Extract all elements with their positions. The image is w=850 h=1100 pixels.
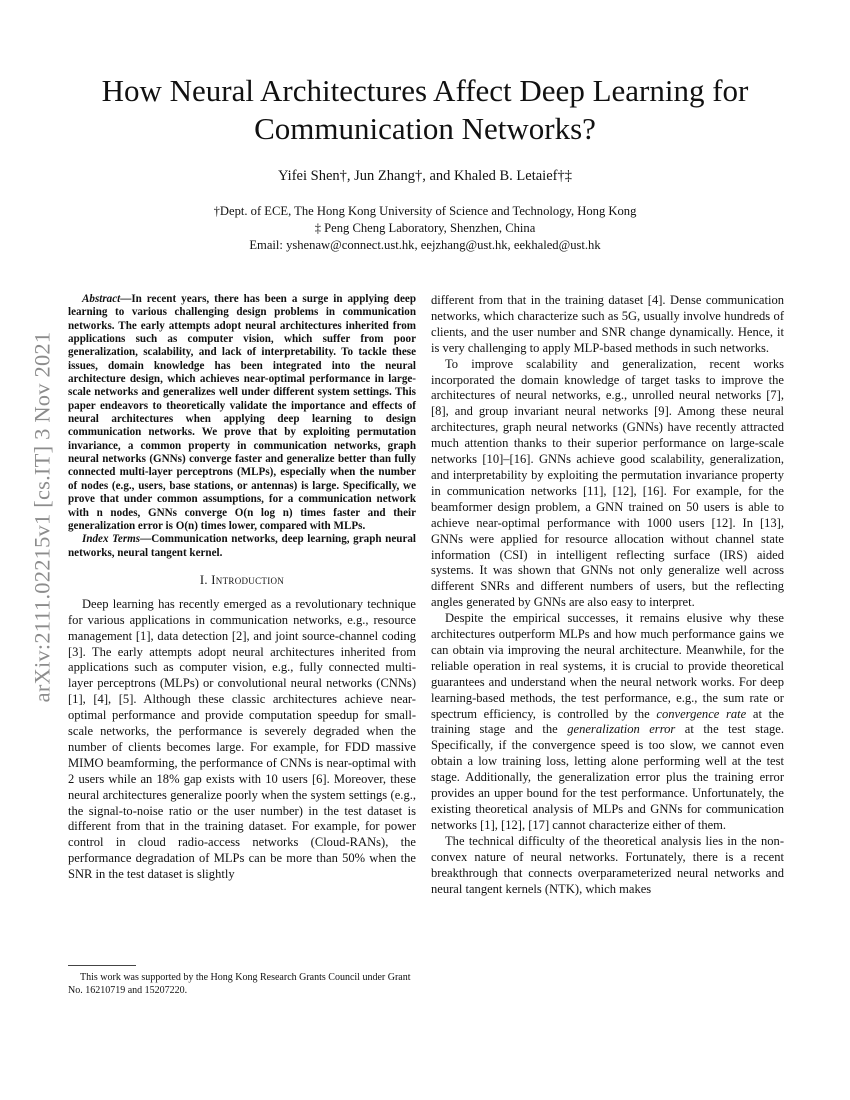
footnote-rule bbox=[68, 965, 136, 966]
term-convergence-rate: convergence rate bbox=[656, 706, 747, 721]
intro-paragraph-3 bbox=[431, 611, 784, 834]
intro-paragraph-1-continued: different from that in the training dataset [4]. Dense communication networks, which characterize such as 5G, usually involve hundreds of clients, and the user number and SNR change dynamically. Hence, it is very challenging to apply MLP-based methods in such networks. bbox=[431, 293, 784, 355]
section-heading-introduction: I. Introduction bbox=[199, 572, 285, 587]
abstract-text: —In recent years, there has been a surge in applying deep learning to various challenging design problems in communication networks. The early attempts adopt neural architectures inherited from applications such as computer vision, which suffer from poor generalization, scalability, and lack of interpretability. To tackle these issues, domain knowledge has been integrated into the neural architecture design, which achieves near-optimal performance in large-scale networks and generalizes well under different system settings. This paper endeavors to theoretically validate the importance and effects of neural architectures when applying deep learning to design communication networks. We prove that by exploiting permutation invariance, a common property in communication networks, graph neural networks (GNNs) converge faster and generalize better than fully connected multi-layer perceptrons (MLPs), especially when the number of nodes (e.g., users, base stations, or antennas) is large. Specifically, we prove that under common assumptions, for a communication network with n nodes, GNNs converge O(n log n) times faster and their generalization error is O(n) times lower, compared with MLPs. bbox=[68, 293, 416, 532]
right-column bbox=[431, 293, 784, 897]
p3-text-c: at the test stage. Specifically, if the convergence speed is too slow, we cannot even obtain a low training loss, letting alone performing well at the test stage. Additionally, the generalization error plus the training error provides an upper bound for the test performance. Unfortunately, the existing theoretical analysis of MLPs and GNNs for communication networks [1], [12], [17] cannot characterize either of them. bbox=[431, 722, 784, 832]
affiliations bbox=[0, 203, 850, 254]
arxiv-identifier-stamp bbox=[18, 282, 66, 752]
intro-paragraph-2: To improve scalability and generalization, recent works incorporated the domain knowledge of target tasks to improve the architectures of neural networks, e.g., unrolled neural networks [7], [8], and group invariant neural networks [9]. Among these neural architectures, graph neural networks (GNNs) have recently attracted much attention thanks to their superior performance on large-scale networks [10]–[16]. GNNs achieve good scalability, generalization, and interpretability by exploiting the permutation invariance property in communication networks [11], [12], [16]. For example, for the beamformer design problem, a GNN trained on 50 users is able to achieve near-optimal performance with 1000 users [12]. In [13], GNNs were applied for resource allocation without channel state information (CSI) in intelligent reflecting surface (IRS) aided systems. It was shown that GNNs not only generalize well across different SNRs and different numbers of users, but the reflecting angles generated by GNNs are also easy to interpret. bbox=[431, 356, 784, 610]
index-terms-text: —Communication networks, deep learning, graph neural networks, neural tangent kernel. bbox=[68, 533, 416, 559]
p3-text-b: at the training stage and the bbox=[431, 706, 784, 737]
term-generalization-error: generalization error bbox=[567, 722, 676, 737]
affiliation-pcl: ‡ Peng Cheng Laboratory, Shenzhen, China bbox=[314, 221, 536, 235]
funding-footnote: This work was supported by the Hong Kong Research Grants Council under Grant No. 16210719 and 15207220. bbox=[68, 972, 411, 996]
author-emails: Email: yshenaw@connect.ust.hk, eejzhang@ust.hk, eekhaled@ust.hk bbox=[249, 238, 601, 252]
index-terms-label: Index Terms bbox=[82, 533, 141, 546]
intro-paragraph-4: The technical difficulty of the theoretical analysis lies in the non-convex nature of neural networks. Fortunately, there is a recent breakthrough that connects overparameterized neural networks and neural tangent kernels (NTK), which makes bbox=[431, 833, 784, 896]
left-column bbox=[68, 293, 416, 883]
arxiv-id-text: arXiv:2111.02215v1 [cs.IT] 3 Nov 2021 bbox=[29, 331, 54, 703]
index-terms bbox=[68, 533, 416, 560]
affiliation-hkust: †Dept. of ECE, The Hong Kong University of Science and Technology, Hong Kong bbox=[213, 204, 637, 218]
p3-text-a: Despite the empirical successes, it remains elusive why these architectures outperform MLPs and how much performance gains we can obtain via improving the neural architecture. Meanwhile, for the reliable operation in real systems, it is crucial to provide theoretical guarantees and understand when the neural network works. For deep learning-based methods, the test performance, e.g., the sum rate or spectrum efficiency, is controlled by the bbox=[431, 611, 784, 721]
abstract bbox=[68, 293, 416, 533]
abstract-label: Abstract bbox=[82, 293, 121, 305]
intro-paragraph-1: Deep learning has recently emerged as a revolutionary technique for various applications in communication networks, e.g., resource management [1], data detection [2], and joint source-channel coding [3]. The early attempts adopt neural architectures inherited from applications such as computer vision, e.g., fully connected multi-layer perceptrons (MLPs) or convolutional neural networks (CNNs) [1], [4], [5]. Although these classic architectures achieve near-optimal performance and provide computation speedup for small-scale networks, the performance is severely degraded when the number of clients becomes large. For example, for FDD massive MIMO beamforming, the performance of CNNs is near-optimal with 2 users while an 18% gap exists with 10 users [6]. Moreover, these neural architectures generalize poorly when the system settings (e.g., the signal-to-noise ratio or the user number) in the test dataset is different from that in the training dataset. For example, for power control in cloud radio-access networks (Cloud-RANs), the performance degradation of MLPs can be more than 50% when the SNR in the test dataset is slightly bbox=[68, 596, 416, 882]
paper-title: How Neural Architectures Affect Deep Learning for Communication Networks? bbox=[101, 73, 749, 146]
author-list: Yifei Shen†, Jun Zhang†, and Khaled B. Letaief†‡ bbox=[278, 168, 572, 184]
